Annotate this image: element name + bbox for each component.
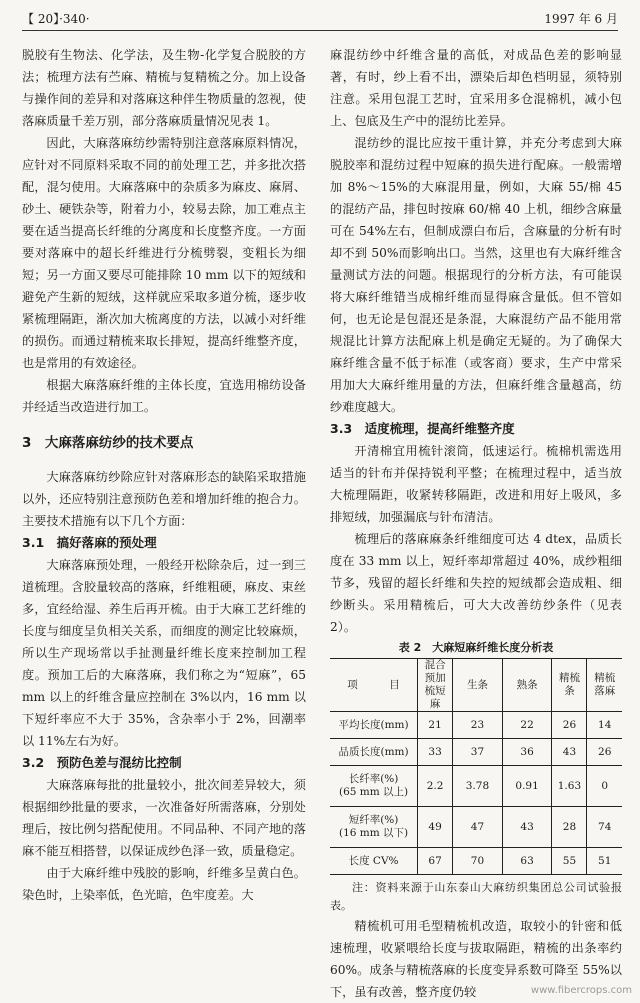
table-cell: 43	[552, 739, 587, 766]
table-note: 注：资料来源于山东泰山大麻纺织集团总公司试验报表。	[330, 881, 622, 912]
row-label: 品质长度(mm)	[338, 745, 409, 758]
table-cell: 21	[418, 712, 453, 739]
table-cell: 70	[453, 848, 503, 875]
table-cell: 67	[418, 848, 453, 875]
table-row	[330, 807, 622, 848]
table-row	[330, 848, 622, 875]
table-cell: 0.91	[502, 766, 552, 807]
table-cell: 26	[552, 712, 587, 739]
paragraph: 由于大麻纤维中残胶的影响，纤维多呈黄白色。染色时，上染率低，色光暗，色牢度差。大	[22, 866, 306, 902]
subsection-heading-3-1: 3.1 搞好落麻的预处理	[22, 535, 157, 550]
row-label: 短纤率(%) (16 mm 以下)	[338, 814, 409, 839]
table-cell: 43	[502, 807, 552, 848]
table-cell: 2.2	[418, 766, 453, 807]
table-cell: 23	[453, 712, 503, 739]
table-row	[330, 712, 622, 739]
header-rule	[22, 30, 618, 31]
table-cell: 3.78	[453, 766, 503, 807]
subsection-heading-3-2: 3.2 预防色差与混纺比控制	[22, 755, 182, 770]
right-column	[330, 44, 622, 1003]
table-cell: 47	[453, 807, 503, 848]
table-cell: 14	[587, 712, 622, 739]
table-cell: 0	[587, 766, 622, 807]
table-row	[330, 739, 622, 766]
table-cell: 37	[453, 739, 503, 766]
row-label: 平均长度(mm)	[338, 718, 409, 731]
table-header-cell: 生条	[453, 659, 503, 712]
table-header-cell: 精梳条	[552, 659, 587, 712]
left-column	[22, 44, 306, 906]
fiber-length-table	[330, 658, 622, 875]
table-cell: 63	[502, 848, 552, 875]
table-header-cell: 熟条	[502, 659, 552, 712]
table-header-cell: 项 目	[347, 678, 400, 691]
paragraph: 开清棉宜用梳针滚筒，低速运行。梳棉机需选用适当的针布并保持锐利平整；在梳理过程中，适当放大梳理隔距，收紧转移隔距，改进和用好上吸风，多排短绒，加强漏底与针布清洁。	[330, 444, 622, 524]
paragraph: 根据大麻落麻纤维的主体长度，宜选用棉纺设备并经适当改造进行加工。	[22, 378, 306, 414]
table-header-cell: 混合预加梳短麻	[418, 659, 453, 712]
running-header	[22, 8, 618, 28]
paragraph: 大麻落麻纺纱除应针对落麻形态的缺陷采取措施以外，还应特别注意预防色差和增加纤维的抱合力。主要技术措施有以下几个方面：	[22, 470, 306, 528]
table-cell: 33	[418, 739, 453, 766]
paragraph: 脱胶有生物法、化学法，及生物-化学复合脱胶的方法；梳理方法有苎麻、精梳与复精梳之分。加上设备与操作间的差异和对落麻这种伴生物质量的忽视，使落麻质量千差万别，部分落麻质量情况见表 1。	[22, 48, 306, 128]
section-heading-3: 3 大麻落麻纺纱的技术要点	[22, 435, 194, 451]
table-row	[330, 766, 622, 807]
table-cell: 22	[502, 712, 552, 739]
table-header-row	[330, 659, 622, 712]
paragraph: 因此，大麻落麻纺纱需特别注意落麻原料情况，应针对不同原料采取不同的前处理工艺，并多批次搭配，混匀使用。大麻落麻中的杂质多为麻皮、麻屑、砂土、硬铁杂等，附着力小，较易去除，加工难点主要在适当提高长纤维的分离度和长度整齐度。一方面要对落麻中的超长纤维进行分梳劈裂，变粗长为细短；另一方面又要尽可能排除 10 mm 以下的短绒和避免产生新的短绒，这样就应采取多道分梳，逐步收紧梳理隔距，渐次加大梳离度的方法，以减小对纤维的损伤。而通过精梳来取长排短，提高纤维整齐度，也是常用的有效途径。	[22, 136, 306, 370]
table-cell: 49	[418, 807, 453, 848]
table-caption: 表 2 大麻短麻纤维长度分析表	[398, 641, 554, 654]
paragraph: 麻混纺纱中纤维含量的高低，对成品色差的影响显著，有时，纱上看不出，漂染后却色档明显，须特别注意。采用包混工艺时，宜采用多仓混棉机，减小包上、包底及生产中的混纺比差异。	[330, 48, 622, 128]
table-cell: 74	[587, 807, 622, 848]
table-cell: 36	[502, 739, 552, 766]
table-header-cell: 精梳落麻	[587, 659, 622, 712]
issue-date: 1997 年 6 月	[544, 12, 618, 26]
table-cell: 26	[587, 739, 622, 766]
paragraph: 混纺纱的混比应按干重计算，并充分考虑到大麻脱胶率和混纺过程中短麻的损失进行配麻。一般需增加 8%～15%的大麻混用量，例如，大麻 55/棉 45 的混纺产品，排包时按麻 60/棉 40 上机，细纱含麻量可在 54%左右，但制成漂白布后，含麻量的分析有时却不到 50%而影响出口。当然，这里也有大麻纤维含量测试方法的问题。根据现行的分析方法，有可能误将大麻纤维错当成棉纤维而显得麻含量低。但不管如何，也无论是包混还是条混，大麻混纺产品不能用常规混比计算方法配麻上机是确定无疑的。为了确保大麻纤维含量不低于标准（或客商）要求，生产中常采用加大大麻纤维用量的方法，但麻纤维含量越高，纺纱难度越大。	[330, 136, 622, 414]
paragraph: 梳理后的落麻麻条纤维细度可达 4 dtex，品质长度在 33 mm 以上，短纤率却常超过 40%，成纱粗细节多，残留的超长纤维和失控的短绒都会造成粗、细纱断头。采用精梳后，可大大改善纺纱条件（见表 2）。	[330, 532, 622, 634]
paragraph: 大麻落麻每批的批量较小，批次间差异较大，须根据细纱批量的要求，一次准备好所需落麻，分别处理后，按比例匀搭配使用。不同品种、不同产地的落麻不能互相搭替，以保证成纱色泽一致，质量稳定。	[22, 778, 306, 858]
page-number: 【 20】·340·	[22, 12, 90, 26]
row-label: 长纤率(%) (65 mm 以上)	[338, 773, 409, 798]
row-label: 长度 CV%	[348, 854, 399, 867]
paragraph: 精梳机可用毛型精梳机改造，取较小的针密和低速梳理，收紧喂给长度与拔取隔距，精梳的出条率约 60%。成条与精梳落麻的长度变异系数可降至 55%以下，虽有改善，整齐度仍较	[330, 919, 622, 999]
watermark: www.fibercrops.com	[530, 985, 632, 996]
table-cell: 55	[552, 848, 587, 875]
table-cell: 1.63	[552, 766, 587, 807]
paragraph: 大麻落麻预处理，一般经开松除杂后，过一到三道梳理。含胶量较高的落麻，纤维粗硬，麻皮、束丝多，宜经给湿、养生后再开梳。由于大麻工艺纤维的长度与细度呈负相关关系，而细度的测定比较麻烦，所以生产现场常以手扯测量纤维长度来控制加工程度。预加工后的大麻落麻，我们称之为“短麻”，65 mm 以上的纤维含量应控制在 3%以内，16 mm 以下短纤率应不大于 35%，含杂率小于 2%，回潮率以 11%左右为好。	[22, 558, 306, 748]
table-cell: 51	[587, 848, 622, 875]
subsection-heading-3-3: 3.3 适度梳理，提高纤维整齐度	[330, 421, 515, 436]
table-cell: 28	[552, 807, 587, 848]
